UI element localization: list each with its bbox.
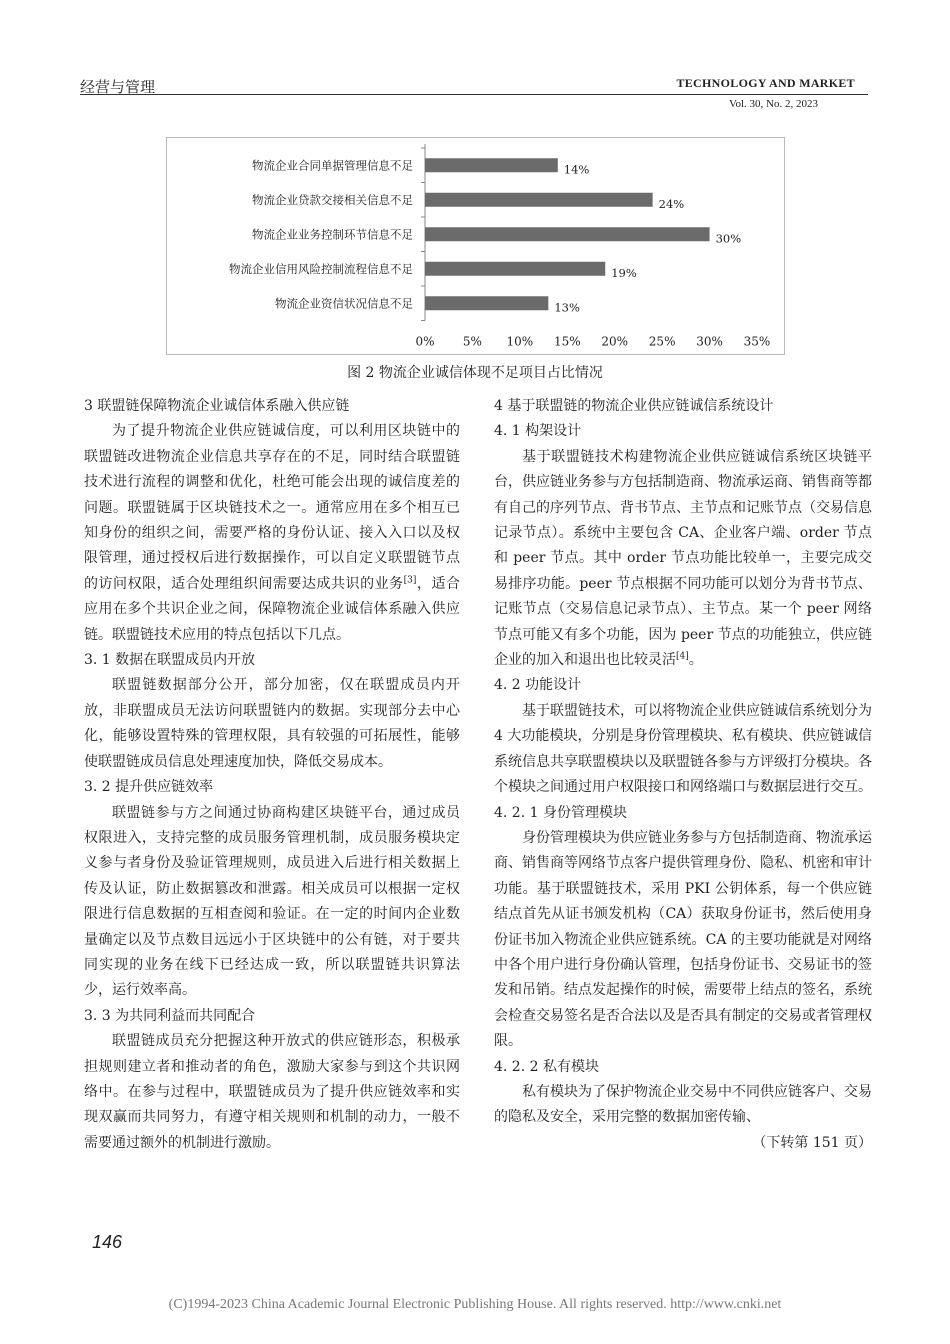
section-heading: 3. 3 为共同利益而共同配合 bbox=[84, 1007, 256, 1024]
category-label: 物流企业贷款交接相关信息不足 bbox=[252, 192, 413, 207]
bar bbox=[425, 227, 710, 241]
bar bbox=[425, 296, 548, 310]
body-paragraph bbox=[494, 699, 872, 801]
paragraph-text: 身份管理模块为供应链业务参与方包括制造商、物流承运商、销售商等网络节点客户提供管理身份、隐私、机密和审计功能。基于联盟链技术，采用 PKI 公钥体系，每一个供应链结点首先从证书颁发机构（CA）获取身份证书，然后使用身份证书加入物流企业供应链系统。CA 的主要功能就是对网络中各个用户进行身份确认管理，包括身份证书、交易证书的签发和吊销。结点发起操作的时候，需要带上结点的签名，系统会检查交易签名是否合法以及是否具有制定的交易或者管理权限。 bbox=[494, 829, 872, 1050]
body-paragraph bbox=[494, 826, 872, 1055]
x-tick-label: 30% bbox=[696, 334, 723, 349]
journal-title-en: TECHNOLOGY AND MARKET bbox=[676, 76, 855, 90]
body-paragraph bbox=[84, 419, 460, 648]
x-tick-label: 20% bbox=[601, 334, 629, 349]
body-paragraph bbox=[494, 1080, 872, 1131]
header-rule bbox=[80, 94, 868, 95]
x-tick-label: 35% bbox=[743, 334, 771, 349]
body-paragraph bbox=[84, 1029, 460, 1156]
body-paragraph bbox=[84, 673, 460, 775]
chart-frame bbox=[166, 137, 785, 355]
right-column bbox=[494, 394, 872, 1156]
paragraph-text: 为了提升物流企业供应链诚信度，可以利用区块链中的联盟链改进物流企业信息共享存在的不足，同时结合联盟链技术进行流程的调整和优化，杜绝可能会出现的诚信度差的问题。联盟链属于区块链技术之一。通常应用在多个相互已知身份的组织之间，需要严格的身份认证、接入入口以及权限管理，通过授权后进行数据操作，可以自定义联盟链节点的访问权限，适合处理组织间需要达成共识的业务 bbox=[84, 423, 460, 592]
paragraph-text: 联盟链成员充分把握这种开放式的供应链形态，积极承担规则建立者和推动者的角色，激励大家参与到这个共识网络中。在参与过程中，联盟链成员为了提升供应链效率和实现双赢而共同努力，有遵守相关规则和机制的动力，一般不需要通过额外的机制进行激励。 bbox=[84, 1033, 460, 1151]
x-tick-label: 25% bbox=[648, 334, 676, 349]
paragraph-text: 基于联盟链技术，可以将物流企业供应链诚信系统划分为 4 大功能模块，分别是身份管理模块、私有模块、供应链诚信系统信息共享联盟模块以及联盟链各参与方评级打分模块。各个模块之间通过用户权限接口和网络端口与数据层进行交互。 bbox=[494, 702, 872, 796]
category-label: 物流企业资信状况信息不足 bbox=[275, 296, 413, 311]
bar-chart bbox=[167, 138, 784, 354]
section-heading: 3. 1 数据在联盟成员内开放 bbox=[84, 652, 256, 669]
value-label: 30% bbox=[715, 231, 742, 246]
bar bbox=[425, 158, 558, 172]
category-label: 物流企业业务控制环节信息不足 bbox=[252, 227, 413, 242]
body-paragraph bbox=[494, 445, 872, 674]
x-tick-label: 10% bbox=[506, 334, 534, 349]
value-label: 19% bbox=[611, 265, 637, 280]
figure-caption: 图 2 物流企业诚信体现不足项目占比情况 bbox=[347, 365, 603, 381]
paragraph-text-continued: ，适合应用在多个共识企业之间，保障物流企业诚信体系融入供应链。联盟链技术应用的特点包括以下几点。 bbox=[84, 575, 461, 643]
section-heading: 4 基于联盟链的物流企业供应链诚信系统设计 bbox=[494, 398, 774, 414]
value-label: 14% bbox=[563, 162, 590, 177]
copyright-notice: (C)1994-2023 China Academic Journal Electronic Publishing House. All rights reserved. http://www.cnki.net bbox=[168, 1297, 782, 1312]
paragraph-text-continued: 。 bbox=[688, 652, 703, 669]
citation-marker: [4] bbox=[676, 651, 689, 662]
bar bbox=[425, 262, 605, 276]
paragraph-text: 联盟链参与方之间通过协商构建区块链平台，通过成员权限进入，支持完整的成员服务管理机制，成员服务模块定义参与者身份及验证管理规则，成员进入后进行相关数据上传及认证，防止数据篡改和泄露。相关成员可以根据一定权限进行信息数据的互相查阅和验证。在一定的时间内企业数量确定以及节点数目远远小于区块链中的公有链，对于要共同实现的业务在线下已经达成一致，所以联盟链共识算法少，运行效率高。 bbox=[84, 804, 460, 999]
paragraph-text: 基于联盟链技术构建物流企业供应链诚信系统区块链平台，供应链业务参与方包括制造商、物流承运商、销售商等都有自己的序列节点、背书节点、主节点和记账节点（交易信息记录节点）。系统中主要包含 CA、企业客户端、order 节点和 peer 节点。其中 order 节点功能比较单一，主要完成交易排序功能。peer 节点根据不同功能可以划分为背书节点、记账节点（交易信息记录节点）、主节点。某一个 peer 网络节点可能又有多个功能，因为 peer 节点的功能独立，供应链企业的加入和退出也比较灵活 bbox=[494, 448, 872, 669]
section-heading: 4. 2. 1 身份管理模块 bbox=[494, 804, 627, 821]
continued-note: （下转第 151 页） bbox=[752, 1134, 872, 1151]
body-paragraph bbox=[84, 801, 460, 1004]
x-tick-label: 0% bbox=[415, 334, 435, 349]
page-number: 146 bbox=[92, 1232, 123, 1252]
x-tick-label: 5% bbox=[462, 334, 482, 349]
value-label: 13% bbox=[554, 300, 580, 315]
paragraph-text: 私有模块为了保护物流企业交易中不同供应链客户、交易的隐私及安全，采用完整的数据加密传输、 bbox=[494, 1083, 872, 1126]
section-heading: 3. 2 提升供应链效率 bbox=[84, 779, 214, 796]
section-heading: 4. 2 功能设计 bbox=[494, 677, 582, 694]
paragraph-text: 联盟链数据部分公开，部分加密，仅在联盟成员内开放，非联盟成员无法访问联盟链内的数据。实现部分去中心化，能够设置特殊的管理权限，具有较强的可拓展性，能够使联盟链成员信息处理速度加快，降低交易成本。 bbox=[84, 677, 460, 770]
category-label: 物流企业信用风险控制流程信息不足 bbox=[229, 261, 413, 276]
category-label: 物流企业合同单据管理信息不足 bbox=[252, 158, 413, 173]
section-heading: 4. 1 构架设计 bbox=[494, 423, 582, 440]
journal-title-cn: 经营与管理 bbox=[80, 78, 156, 96]
value-label: 24% bbox=[658, 196, 685, 211]
citation-marker: [3] bbox=[403, 575, 417, 586]
section-heading: 3 联盟链保障物流企业诚信体系融入供应链 bbox=[84, 398, 350, 414]
volume-info: Vol. 30, No. 2, 2023 bbox=[728, 98, 818, 110]
x-tick-label: 15% bbox=[553, 334, 581, 349]
bar bbox=[425, 193, 653, 207]
left-column bbox=[84, 394, 460, 1156]
section-heading: 4. 2. 2 私有模块 bbox=[494, 1058, 599, 1075]
